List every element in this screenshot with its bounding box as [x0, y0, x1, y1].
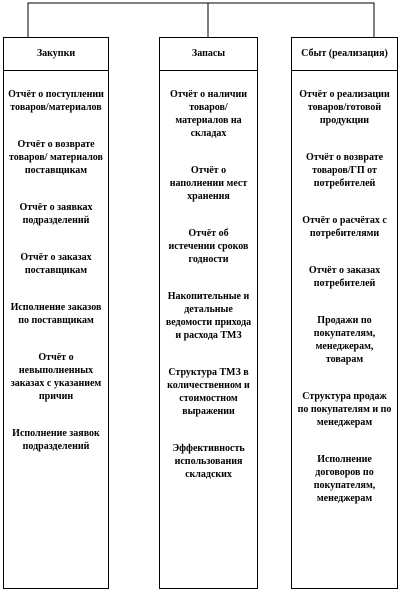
report-item: Исполнение заявок подразделений [12, 428, 100, 452]
report-item: Отчёт о возврате товаров/ГП от потребителей [305, 152, 384, 189]
report-item: Отчёт об истечении сроков годности [168, 228, 249, 265]
column-header-inventory: Запасы [160, 38, 257, 71]
report-item: Структура продаж по покупателям и по менеджерам [297, 391, 392, 428]
column-inventory [159, 37, 258, 589]
report-item: Отчёт о наполнении мест хранения [169, 165, 248, 202]
report-item: Отчёт о заказах потребителей [308, 265, 381, 289]
report-item: Исполнение договоров по покупателям, менеджерам [313, 454, 376, 504]
column-purchases [3, 37, 109, 589]
report-item: Продажи по покупателям, менеджерам, товарам [313, 315, 376, 365]
report-item: Структура ТМЗ в количественном и стоимостном выражении [167, 367, 250, 417]
report-item: Отчёт о наличии товаров/ материалов на складах [169, 89, 248, 139]
connector-left [28, 3, 374, 37]
report-item: Отчёт о заказах поставщикам [20, 252, 92, 276]
column-header-sales: Сбыт (реализация) [292, 38, 397, 71]
column-items-sales [292, 71, 397, 505]
report-item: Отчёт о расчётах с потребителями [302, 215, 387, 239]
report-item: Отчёт о реализации товаров/готовой продукции [299, 89, 390, 126]
column-header-purchases: Закупки [4, 38, 108, 71]
report-item: Исполнение заказов по поставщикам [10, 302, 102, 326]
report-item: Эффективность использования складских [172, 443, 245, 480]
report-item: Отчёт о поступлении товаров/материалов [8, 89, 104, 113]
column-items-purchases [4, 71, 108, 453]
report-item: Накопительные и детальные ведомости прихода и расхода ТМЗ [165, 291, 252, 341]
report-item: Отчёт о невыполненных заказах с указанием причин [10, 352, 102, 402]
report-item: Отчёт о заявках подразделений [19, 202, 93, 226]
report-item: Отчёт о возврате товаров/ материалов поставщикам [9, 139, 103, 176]
column-items-inventory [160, 71, 257, 481]
column-sales [291, 37, 398, 589]
